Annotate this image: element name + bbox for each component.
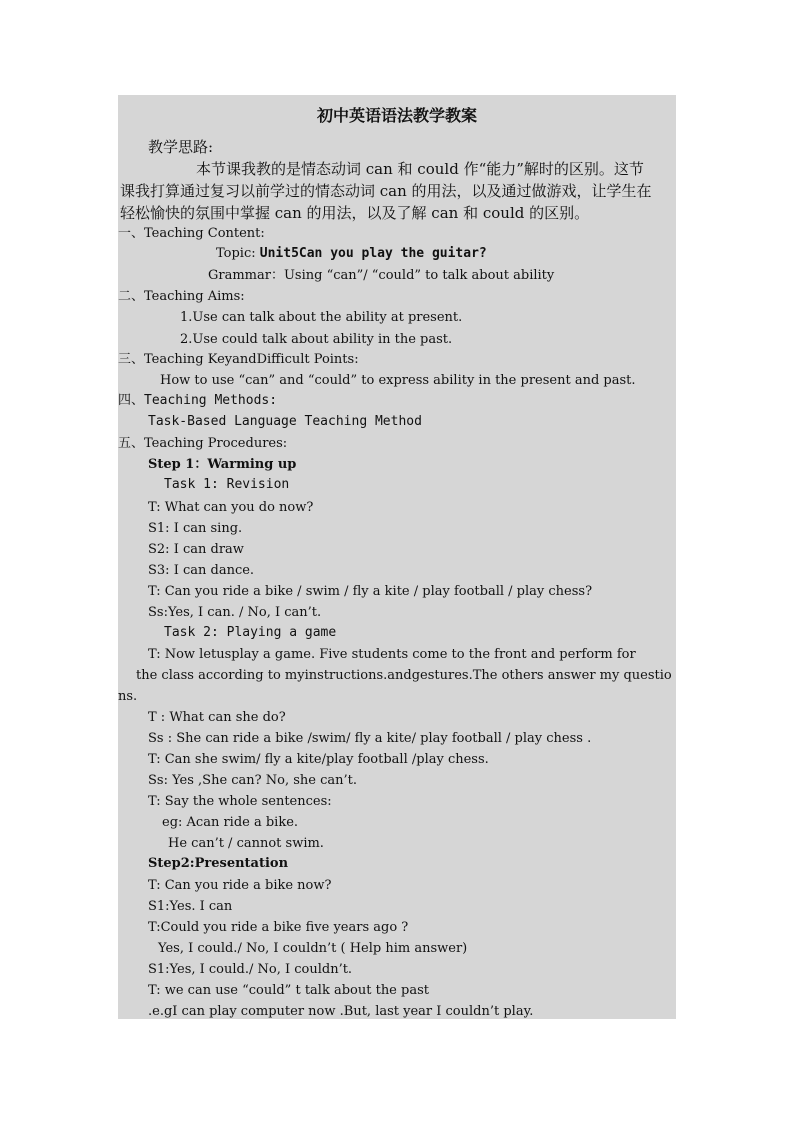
dialogue-line: Ss : She can ride a bike /swim/ fly a kite/ play football / play chess . (148, 731, 592, 746)
example-line-1: eg: Acan ride a bike. (162, 815, 299, 830)
methods-text: Task-Based Language Teaching Method (148, 414, 422, 429)
aim-2: 2.Use could talk about ability in the past. (180, 332, 453, 347)
content-heading: 一、Teaching Content: (118, 226, 265, 241)
game-line-1: T: Now letusplay a game. Five students come to the front and perform for (148, 647, 636, 662)
dialogue-line: T: Can you ride a bike / swim / fly a kite / play football / play chess? (148, 584, 593, 599)
document-page (118, 95, 676, 1019)
topic-value: Unit5Can you play the guitar? (259, 246, 487, 261)
dialogue-line: T: Say the whole sentences: (148, 794, 332, 809)
procedures-heading: 五、Teaching Procedures: (118, 436, 288, 451)
dialogue-line: S1:Yes. I can (148, 899, 233, 914)
topic-label: Topic: (216, 246, 260, 261)
intro-line-3: 轻松愉快的氛围中掌握 can 的用法，以及了解 can 和 could 的区别。 (120, 204, 590, 222)
dialogue-line: T: Can you ride a bike now? (148, 878, 332, 893)
dialogue-line: S1:Yes, I could./ No, I couldn’t. (148, 962, 353, 977)
dialogue-line: T: What can you do now? (148, 500, 314, 515)
key-text: How to use “can” and “could” to express ability in the present and past. (160, 373, 636, 388)
task1-heading: Task 1: Revision (164, 477, 290, 492)
game-line-3: ns. (118, 689, 138, 704)
example-line-2: He can’t / cannot swim. (168, 836, 324, 851)
aim-1: 1.Use can talk about the ability at present. (180, 310, 463, 325)
grammar-line: Grammar：Using “can”/ “could” to talk about ability (208, 268, 555, 283)
dialogue-line: T: Can she swim/ fly a kite/play football /play chess. (148, 752, 489, 767)
dialogue-line: T: we can use “could” t talk about the past (148, 983, 429, 998)
aims-heading: 二、Teaching Aims: (118, 289, 245, 304)
dialogue-line: S2: I can draw (148, 542, 244, 557)
key-heading: 三、Teaching KeyandDifficult Points: (118, 352, 359, 367)
dialogue-line: T:Could you ride a bike five years ago ? (148, 920, 409, 935)
dialogue-line: S1: I can sing. (148, 521, 243, 536)
dialogue-line: .e.gI can play computer now .But, last year I couldn’t play. (148, 1004, 534, 1019)
intro-line-2: 课我打算通过复习以前学过的情态动词 can 的用法，以及通过做游戏，让学生在 (120, 182, 652, 200)
step1-heading: Step 1：Warming up (148, 457, 297, 472)
dialogue-line: Ss: Yes ,She can? No, she can’t. (148, 773, 358, 788)
game-line-2: the class according to myinstructions.andgestures.The others answer my questio (136, 668, 672, 683)
intro-line-1: 本节课我教的是情态动词 can 和 could 作“能力”解时的区别。这节 (196, 160, 644, 178)
topic-line (216, 245, 487, 263)
help-line: Yes, I could./ No, I couldn’t ( Help him answer) (158, 941, 468, 956)
methods-heading: 四、Teaching Methods: (118, 393, 278, 408)
dialogue-line: T : What can she do? (148, 710, 286, 725)
document-title: 初中英语语法教学教案 (316, 106, 477, 125)
thinking-label: 教学思路: (148, 138, 214, 156)
dialogue-line: Ss:Yes, I can. / No, I can’t. (148, 605, 322, 620)
dialogue-line: S3: I can dance. (148, 563, 255, 578)
task2-heading: Task 2: Playing a game (164, 625, 337, 640)
step2-heading: Step2:Presentation (148, 856, 289, 871)
